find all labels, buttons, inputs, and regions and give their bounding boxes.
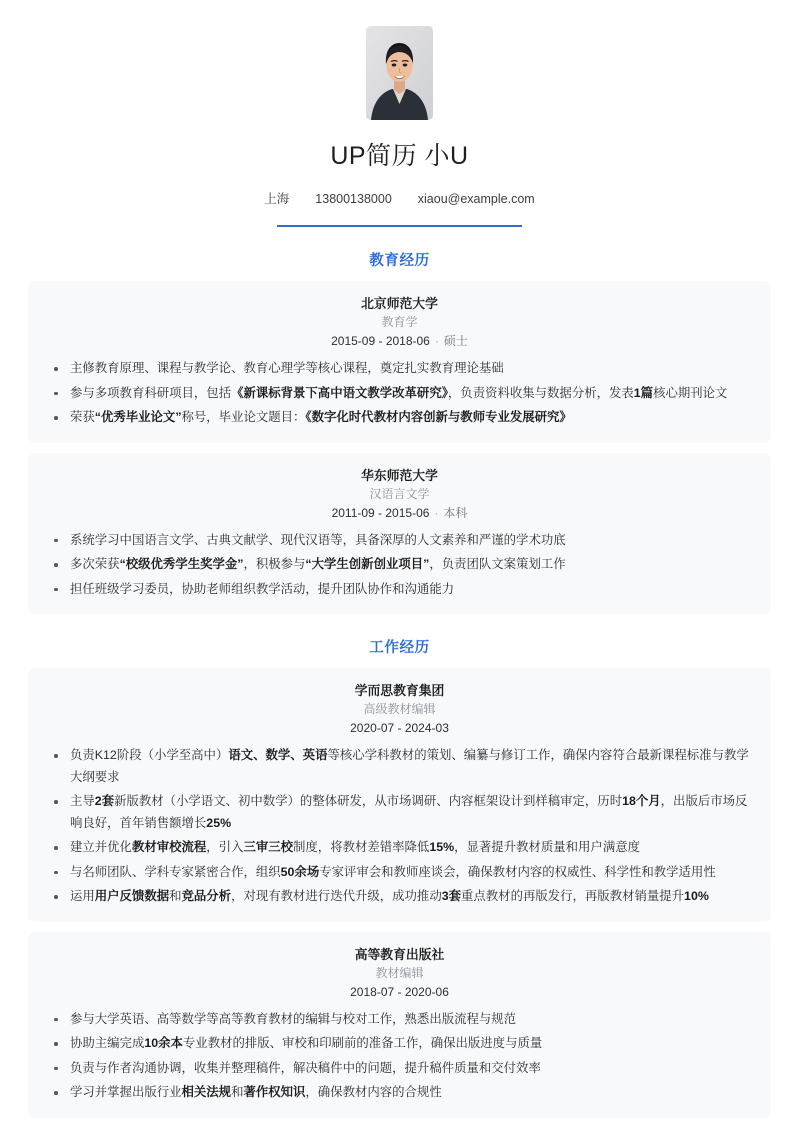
resume-section	[28, 249, 771, 614]
bullet-text: 新版教材（小学语文、初中数学）的整体研发，从市场调研、内容框架设计到样稿审定，历时	[114, 794, 623, 808]
bullet-text: 运用	[70, 889, 95, 903]
entry-meta	[48, 983, 751, 1002]
bullet-text: 学习并掌握出版行业	[70, 1085, 182, 1099]
bullet-text: ，显著提升教材质量和用户满意度	[454, 840, 640, 854]
bullet-text: 称号，毕业论文题目：	[181, 410, 306, 424]
bullet-emphasis: 《新课标背景下高中语文教学改革研究》	[231, 385, 448, 400]
list-item	[48, 1033, 751, 1055]
bullet-emphasis: 3套	[441, 889, 462, 903]
entry-degree: 本科	[443, 505, 468, 520]
bullet-emphasis: 10%	[684, 889, 709, 903]
bullet-text: 专业教材的排版、审校和印刷前的准备工作，确保出版进度与质量	[182, 1036, 543, 1050]
entry-card	[28, 281, 771, 443]
entry-meta	[48, 504, 751, 523]
entry-role: 高级教材编辑	[363, 702, 436, 716]
bullet-text: ，确保教材内容的合规性	[305, 1085, 442, 1099]
bullet-text: 和	[169, 889, 182, 903]
bullet-text: ，负责资料收集与数据分析，发表	[447, 385, 634, 400]
photo-wrapper	[28, 26, 771, 120]
page-title: UP简历 小U	[330, 142, 469, 170]
bullet-text: 协助主编完成	[70, 1036, 145, 1050]
bullet-text: 系统学习中国语言文学、古典文献学、现代汉语等，具备深厚的人文素养和严谨的学术功底	[70, 532, 566, 547]
entry-organization: 北京师范大学	[361, 296, 438, 311]
bullet-emphasis: “大学生创新创业项目”	[305, 557, 430, 571]
entry-organization: 华东师范大学	[361, 467, 438, 483]
resume-header	[28, 0, 771, 227]
bullet-text: 重点教材的再版发行，再版教材销量提升	[461, 889, 685, 903]
bullet-text: 参与多项教育科研项目，包括	[70, 385, 232, 400]
entry-role: 教育学	[381, 315, 418, 329]
bullet-text: 负责K12阶段（小学至高中）	[70, 748, 229, 762]
bullet-text: 多次荣获	[70, 557, 120, 571]
list-item	[48, 1082, 751, 1104]
bullet-text: 核心期刊论文	[653, 385, 728, 400]
entry-role: 教材编辑	[375, 965, 424, 980]
meta-separator: ·	[434, 334, 439, 348]
bullet-text: 荣获	[70, 410, 95, 424]
list-item	[48, 530, 751, 552]
list-item	[48, 1058, 751, 1080]
list-item	[48, 862, 751, 884]
bullet-emphasis: 50余场	[280, 864, 320, 879]
bullet-text: ，对现有教材进行迭代升级，成功推动	[231, 889, 442, 903]
bullet-emphasis: 25%	[206, 815, 232, 830]
bullet-text: 参与大学英语、高等数学等高等教育教材的编辑与校对工作，熟悉出版流程与规范	[70, 1011, 517, 1026]
list-item	[48, 358, 751, 380]
contact-email: xiaou@example.com	[417, 192, 535, 206]
bullet-text: 专家评审会和教师座谈会，确保教材内容的权威性、科学性和教学适用性	[319, 864, 716, 879]
entry-date-range: 2018-07 - 2020-06	[350, 984, 449, 999]
bullet-text: ，积极参与	[243, 557, 306, 571]
section-title: 工作经历	[369, 640, 430, 656]
bullet-text: ，出版后市场反响良好，首年销售额增长	[70, 794, 748, 830]
bullet-text: ，引入	[206, 840, 244, 854]
entry-header	[48, 294, 751, 351]
entry-card	[28, 932, 771, 1118]
bullet-emphasis: 竞品分析	[181, 889, 232, 903]
bullet-text: 主导	[70, 794, 95, 808]
bullet-text: 负责与作者沟通协调，收集并整理稿件，解决稿件中的问题，提升稿件质量和交付效率	[70, 1060, 541, 1075]
list-item	[48, 579, 751, 601]
list-item	[48, 837, 751, 859]
bullet-text: 担任班级学习委员，协助老师组织教学活动，提升团队协作和沟通能力	[70, 581, 455, 596]
bullet-text: 等核心学科教材的策划、编纂与修订工作，确保内容符合最新课程标准与教学大纲要求	[70, 748, 749, 784]
entry-header	[48, 681, 751, 738]
list-item	[48, 1009, 751, 1031]
contact-phone: 13800138000	[315, 192, 392, 206]
bullet-emphasis: 用户反馈数据	[94, 889, 170, 903]
meta-separator: ·	[434, 505, 439, 520]
bullet-text: 制度，将教材差错率降低	[293, 840, 430, 854]
bullet-list	[48, 1009, 751, 1104]
bullet-text: 与名师团队、学科专家紧密合作，组织	[70, 864, 281, 879]
entry-role: 汉语言文学	[369, 486, 430, 501]
resume-section	[28, 636, 771, 1118]
sections-container	[28, 249, 771, 1118]
contact-row	[28, 189, 771, 207]
entry-date-range: 2020-07 - 2024-03	[350, 721, 449, 735]
entry-header	[48, 466, 751, 523]
list-item	[48, 791, 751, 834]
bullet-emphasis: “优秀毕业论文”	[94, 410, 182, 424]
entry-meta	[48, 719, 751, 738]
list-item	[48, 745, 751, 788]
entry-card	[28, 668, 771, 922]
bullet-emphasis: 18个月	[622, 794, 661, 808]
portrait-photo	[366, 26, 433, 120]
entry-organization: 高等教育出版社	[354, 946, 445, 962]
bullet-text: 主修教育原理、课程与教学论、教育心理学等核心课程，奠定扎实教育理论基础	[70, 361, 504, 375]
entry-date-range: 2015-09 - 2018-06	[331, 334, 430, 348]
bullet-emphasis: 教材审校流程	[131, 840, 207, 854]
bullet-list	[48, 530, 751, 601]
list-item	[48, 383, 751, 405]
bullet-emphasis: “校级优秀学生奖学金”	[119, 557, 244, 571]
entry-organization: 学而思教育集团	[354, 683, 445, 698]
bullet-list	[48, 745, 751, 908]
list-item	[48, 886, 751, 908]
entry-header	[48, 945, 751, 1002]
header-divider	[277, 225, 522, 227]
bullet-emphasis: 三审三校	[243, 840, 294, 854]
bullet-emphasis: 15%	[429, 840, 455, 854]
bullet-text: 和	[231, 1085, 244, 1099]
bullet-emphasis: 语文、数学、英语	[228, 748, 328, 762]
entry-meta	[48, 332, 751, 351]
bullet-emphasis: 2套	[94, 794, 115, 808]
bullet-emphasis: 1篇	[633, 385, 654, 400]
entry-card	[28, 453, 771, 615]
section-title: 教育经历	[369, 253, 430, 269]
bullet-emphasis: 10余本	[144, 1036, 183, 1050]
list-item	[48, 554, 751, 576]
bullet-list	[48, 358, 751, 429]
bullet-emphasis: 《数字化时代教材内容创新与教师专业发展研究》	[305, 410, 572, 424]
bullet-text: ，负责团队文案策划工作	[429, 557, 566, 571]
contact-location: 上海	[264, 192, 290, 206]
entry-date-range: 2011-09 - 2015-06	[331, 505, 430, 520]
bullet-emphasis: 相关法规	[181, 1085, 232, 1099]
list-item	[48, 407, 751, 429]
bullet-text: 建立并优化	[70, 840, 132, 854]
bullet-emphasis: 著作权知识	[243, 1085, 306, 1099]
entry-degree: 硕士	[443, 334, 468, 348]
